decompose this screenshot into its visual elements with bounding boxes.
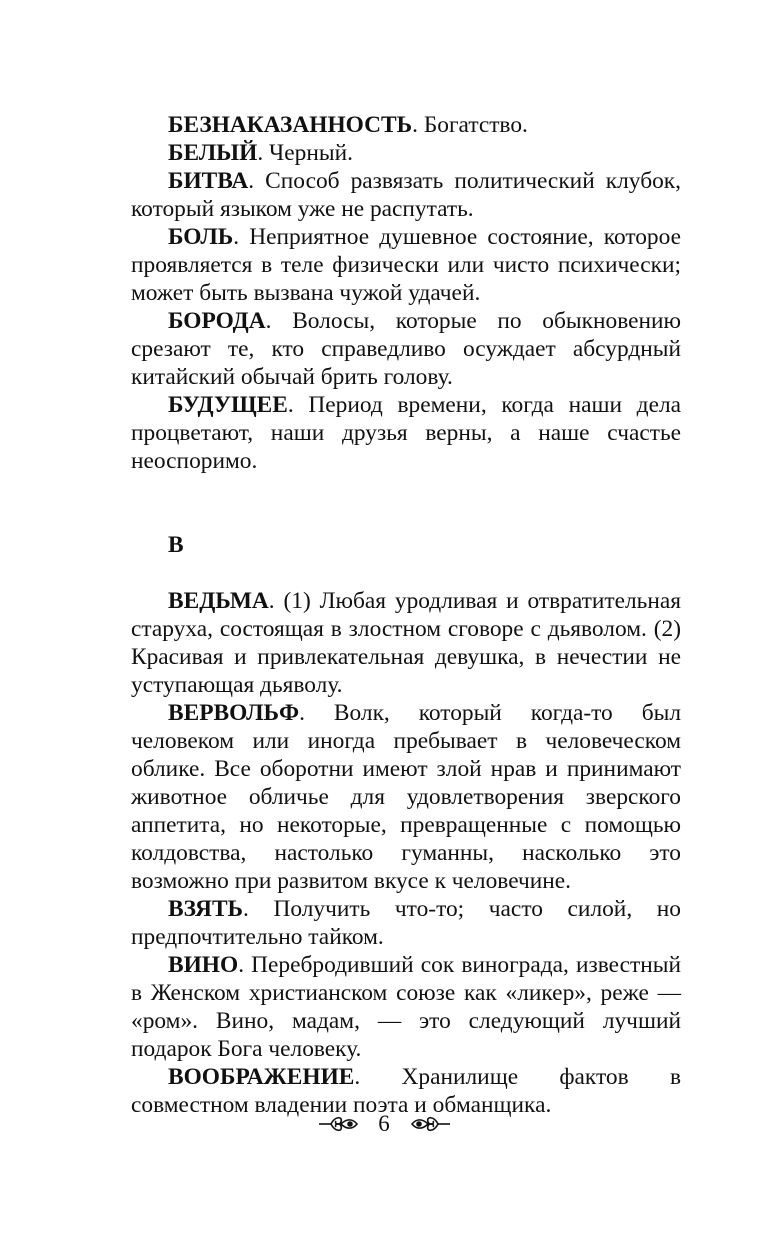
entry-definition: . Неприятное душевное состояние, которое проявляется в теле физически или чисто психически; может быть вызвана чужой удачей. <box>131 224 681 306</box>
entry-definition: . Волк, который когда-то был человеком или иногда пребывает в человеческом облике. Все оборотни имеют злой нрав и принимают животное обличье для удовлетворения зверского аппетита, но некоторые, превращенные с помощью колдовства, настолько гуманны, насколько это возможно при развитом вкусе к человечине. <box>131 700 681 894</box>
dictionary-entry <box>131 139 681 167</box>
entry-term: БОЛЬ <box>168 224 234 250</box>
entry-term: БЕЛЫЙ <box>168 140 258 166</box>
entry-term: ВЕРВОЛЬФ <box>168 700 300 726</box>
dictionary-entry <box>131 223 681 307</box>
section-heading: В <box>168 532 184 558</box>
page-number: 6 <box>378 1110 390 1136</box>
entry-term: ВИНО <box>168 952 239 978</box>
dictionary-entry <box>131 391 681 475</box>
entry-term: БИТВА <box>168 168 249 194</box>
dictionary-entry <box>131 307 681 391</box>
fleuron-icon <box>408 1113 452 1135</box>
dictionary-entry <box>131 951 681 1063</box>
entry-term: ВООБРАЖЕНИЕ <box>168 1064 355 1090</box>
entry-definition: . Перебродивший сок винограда, известный в Женском христианском союзе как «ликер», реже — «ром». Вино, мадам, — это следующий лучший подарок Бога человеку. <box>131 952 681 1062</box>
entry-definition: . Богатство. <box>412 112 528 138</box>
dictionary-entry <box>131 587 681 699</box>
dictionary-entry <box>131 699 681 895</box>
entry-definition: . (1) Любая уродливая и отвратительная старуха, состоящая в злостном сговоре с дьяволом. (2) Красивая и привлекательная девушка, в нечестии не уступающая дьяволу. <box>131 588 681 698</box>
entry-term: ВЗЯТЬ <box>168 896 244 922</box>
dictionary-entry <box>131 895 681 951</box>
page-text <box>131 111 681 1119</box>
entry-definition: . Хранилище фактов в совместном владении поэта и обманщика. <box>131 1064 681 1118</box>
dictionary-entry <box>131 167 681 223</box>
fleuron-icon <box>317 1113 361 1135</box>
entry-term: БЕЗНАКАЗАННОСТЬ <box>168 112 413 138</box>
entry-definition: . Получить что-то; часто силой, но предпочтительно тайком. <box>131 896 681 950</box>
dictionary-entry <box>131 111 681 139</box>
entry-term: БОРОДА <box>168 308 266 334</box>
entry-definition: . Волосы, которые по обыкновению срезают те, кто справедливо осуждает абсурдный китайский обычай брить голову. <box>131 308 681 390</box>
entry-term: ВЕДЬМА <box>168 588 269 614</box>
entry-definition: . Черный. <box>257 140 353 166</box>
entry-definition: . Период времени, когда наши дела процветают, наши друзья верны, а наше счастье неоспоримо. <box>131 392 681 474</box>
page-footer <box>0 1108 768 1138</box>
entry-term: БУДУЩЕЕ <box>168 392 288 418</box>
entry-definition: . Способ развязать политический клубок, который языком уже не распутать. <box>131 168 681 222</box>
